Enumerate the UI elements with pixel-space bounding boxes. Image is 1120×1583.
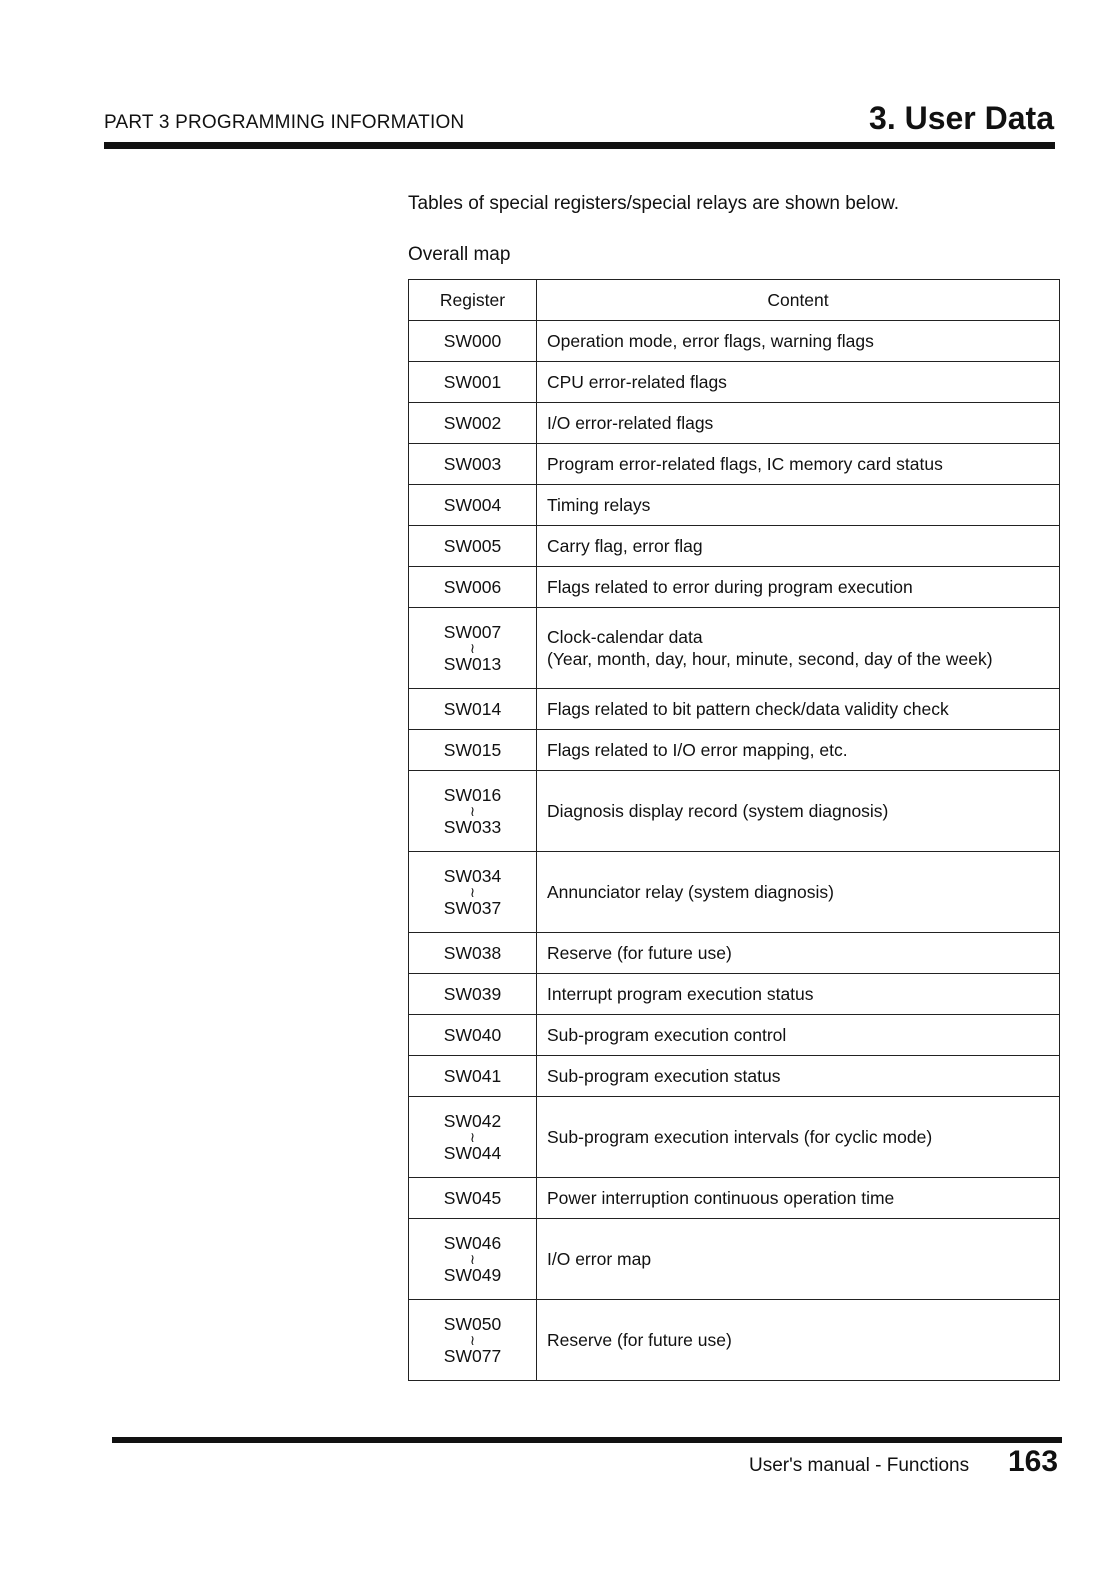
table-caption: Overall map <box>408 244 511 265</box>
register-cell: SW004 <box>409 485 537 526</box>
register-range-cell <box>409 608 537 689</box>
table-row <box>409 933 1060 974</box>
table-row <box>409 485 1060 526</box>
column-header-content: Content <box>537 280 1060 321</box>
range-mark: ≀ <box>469 1129 476 1145</box>
table-row <box>409 1097 1060 1178</box>
content-cell: Reserve (for future use) <box>537 1300 1060 1381</box>
register-cell: SW001 <box>409 362 537 403</box>
table-row <box>409 852 1060 933</box>
content-cell: Program error-related flags, IC memory card status <box>537 444 1060 485</box>
register-cell: SW015 <box>409 730 537 771</box>
content-cell: Sub-program execution intervals (for cyclic mode) <box>537 1097 1060 1178</box>
page-number: 163 <box>1008 1445 1059 1478</box>
content-cell: Reserve (for future use) <box>537 933 1060 974</box>
table-row <box>409 321 1060 362</box>
content-cell: Timing relays <box>537 485 1060 526</box>
table-row <box>409 689 1060 730</box>
content-cell: Diagnosis display record (system diagnosis) <box>537 771 1060 852</box>
register-cell: SW005 <box>409 526 537 567</box>
table-row <box>409 526 1060 567</box>
register-cell: SW038 <box>409 933 537 974</box>
content-cell: Flags related to I/O error mapping, etc. <box>537 730 1060 771</box>
range-mark: ≀ <box>469 1332 476 1348</box>
table-row <box>409 1056 1060 1097</box>
table-row <box>409 1178 1060 1219</box>
intro-text: Tables of special registers/special relays are shown below. <box>408 193 900 214</box>
register-cell: SW003 <box>409 444 537 485</box>
content-cell: Carry flag, error flag <box>537 526 1060 567</box>
content-cell: Sub-program execution control <box>537 1015 1060 1056</box>
content-cell: CPU error-related flags <box>537 362 1060 403</box>
table-row <box>409 444 1060 485</box>
column-header-register: Register <box>409 280 537 321</box>
table-row <box>409 730 1060 771</box>
content-cell: Sub-program execution status <box>537 1056 1060 1097</box>
register-range-end: SW044 <box>443 1143 502 1163</box>
register-range-start: SW007 <box>443 622 502 642</box>
register-cell: SW045 <box>409 1178 537 1219</box>
content-cell: Flags related to bit pattern check/data validity check <box>537 689 1060 730</box>
running-header-section: 3. User Data <box>869 100 1054 136</box>
register-cell: SW039 <box>409 974 537 1015</box>
content-cell: I/O error map <box>537 1219 1060 1300</box>
content-cell: I/O error-related flags <box>537 403 1060 444</box>
register-range-end: SW077 <box>443 1346 502 1366</box>
table-row <box>409 608 1060 689</box>
register-cell: SW040 <box>409 1015 537 1056</box>
register-cell: SW041 <box>409 1056 537 1097</box>
table-header-row <box>409 280 1060 321</box>
footer-rule <box>112 1437 1062 1443</box>
register-range-start: SW050 <box>443 1314 502 1334</box>
register-range-start: SW042 <box>443 1111 502 1131</box>
register-map-table <box>408 279 1060 1381</box>
table-row <box>409 362 1060 403</box>
register-range-start: SW046 <box>443 1233 502 1253</box>
range-mark: ≀ <box>469 884 476 900</box>
content-cell <box>537 608 1060 689</box>
register-cell: SW014 <box>409 689 537 730</box>
register-range-cell <box>409 1219 537 1300</box>
register-cell: SW002 <box>409 403 537 444</box>
register-range-end: SW049 <box>443 1265 502 1285</box>
register-range-cell <box>409 771 537 852</box>
table-row <box>409 1219 1060 1300</box>
table-row <box>409 1015 1060 1056</box>
register-range-end: SW033 <box>443 817 502 837</box>
content-cell: Operation mode, error flags, warning flags <box>537 321 1060 362</box>
content-line: Clock-calendar data <box>547 627 703 647</box>
content-cell: Interrupt program execution status <box>537 974 1060 1015</box>
table-row <box>409 567 1060 608</box>
register-range-cell <box>409 1097 537 1178</box>
register-range-end: SW037 <box>443 898 502 918</box>
register-range-cell <box>409 1300 537 1381</box>
table-row <box>409 1300 1060 1381</box>
content-line-detail: (Year, month, day, hour, minute, second, day of the week) <box>547 649 993 669</box>
content-cell: Annunciator relay (system diagnosis) <box>537 852 1060 933</box>
range-mark: ≀ <box>469 640 476 656</box>
register-range-start: SW016 <box>443 785 502 805</box>
range-mark: ≀ <box>469 803 476 819</box>
register-range-cell <box>409 852 537 933</box>
table-row <box>409 771 1060 852</box>
table-row <box>409 974 1060 1015</box>
register-range-start: SW034 <box>443 866 502 886</box>
header-rule <box>104 142 1055 149</box>
table-row <box>409 403 1060 444</box>
content-cell: Power interruption continuous operation time <box>537 1178 1060 1219</box>
register-cell: SW006 <box>409 567 537 608</box>
register-cell: SW000 <box>409 321 537 362</box>
range-mark: ≀ <box>469 1251 476 1267</box>
running-header-part: PART 3 PROGRAMMING INFORMATION <box>104 112 465 133</box>
footer-manual-title: User's manual - Functions <box>749 1455 970 1476</box>
content-cell: Flags related to error during program execution <box>537 567 1060 608</box>
register-range-end: SW013 <box>443 654 502 674</box>
